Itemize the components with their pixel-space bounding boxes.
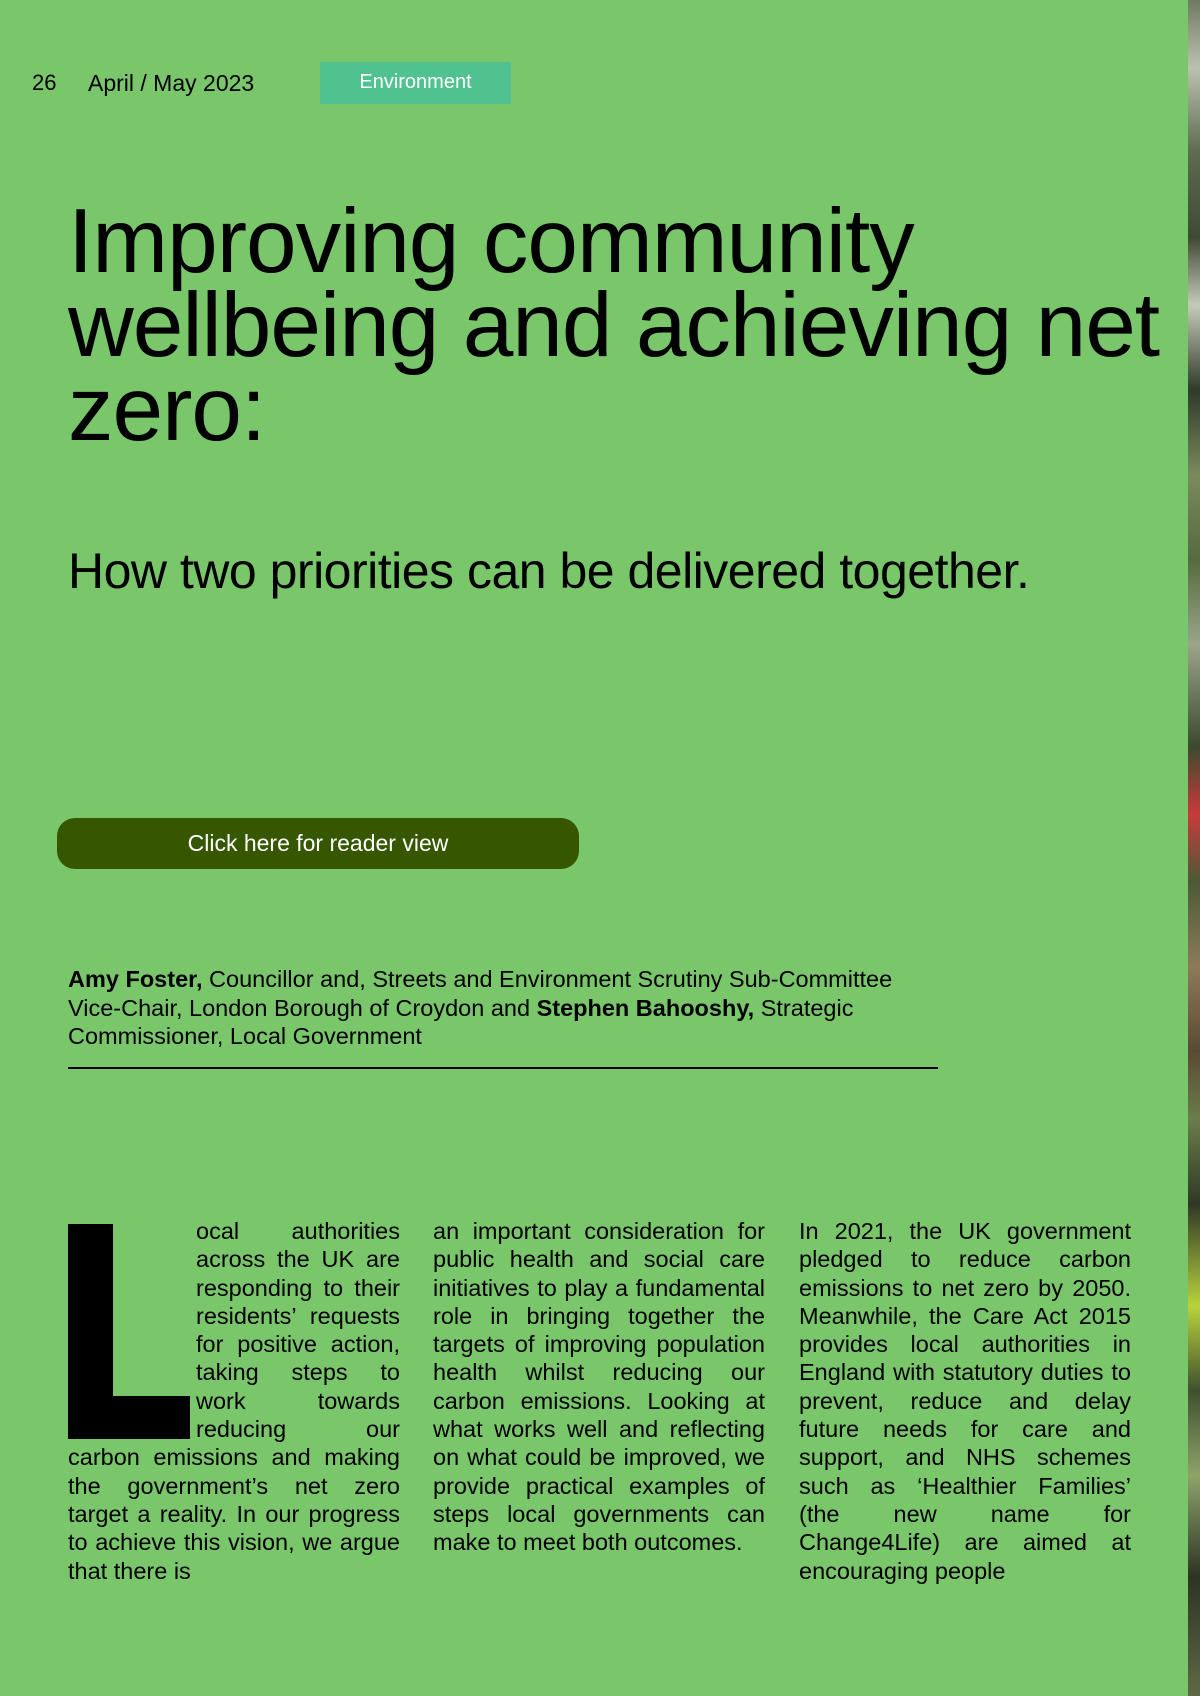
section-tag: Environment [320, 62, 511, 104]
author-1-name: Amy Foster, [68, 966, 203, 992]
adjacent-page-photo-edge [1188, 0, 1200, 1696]
body-column-1 [68, 1217, 400, 1585]
body-column-2: an important consideration for public health and social care initiatives to play a fundamental role in bringing together the targets of improving population health whilst reducing our carbon emissions. Looking at what works well and reflecting on what could be improved, we provide practical examples of steps local governments can make to meet both outcomes. [433, 1218, 765, 1556]
author-2-role: Strategic Commissioner, Local Government [68, 994, 854, 1049]
article-subheadline: How two priorities can be delivered together. [68, 543, 1030, 599]
body-column-3: In 2021, the UK government pledged to reduce carbon emissions to net zero by 2050. Meanwhile, the Care Act 2015 provides local authorities in England with statutory duties to prevent, reduce and delay future needs for care and support, and NHS schemes such as ‘Healthier Families’ (the new name for Change4Life) are aimed at encouraging people [799, 1218, 1131, 1584]
byline-divider [68, 1067, 938, 1069]
drop-cap-glyph [68, 1224, 190, 1439]
author-2-name: Stephen Bahooshy, [536, 994, 755, 1021]
author-1-role: Councillor and, Streets and Environment Scrutiny Sub-Committee Vice-Chair, London Borough of Croydon and [68, 966, 893, 1021]
body-column-1-text: ocal authorities across the UK are responding to their residents’ requests for positive action, taking steps to work towards reducing our carbon emissions and making the government’s net zero target a reality. In our progress to achieve this vision, we argue that there is [68, 1218, 400, 1584]
drop-cap [68, 1224, 190, 1439]
article-headline: Improving community wellbeing and achieving net zero: [68, 191, 1160, 460]
reader-view-button[interactable]: Click here for reader view [57, 818, 579, 869]
byline [68, 965, 948, 1051]
page-number: 26 [32, 70, 57, 95]
issue-date: April / May 2023 [88, 70, 255, 96]
